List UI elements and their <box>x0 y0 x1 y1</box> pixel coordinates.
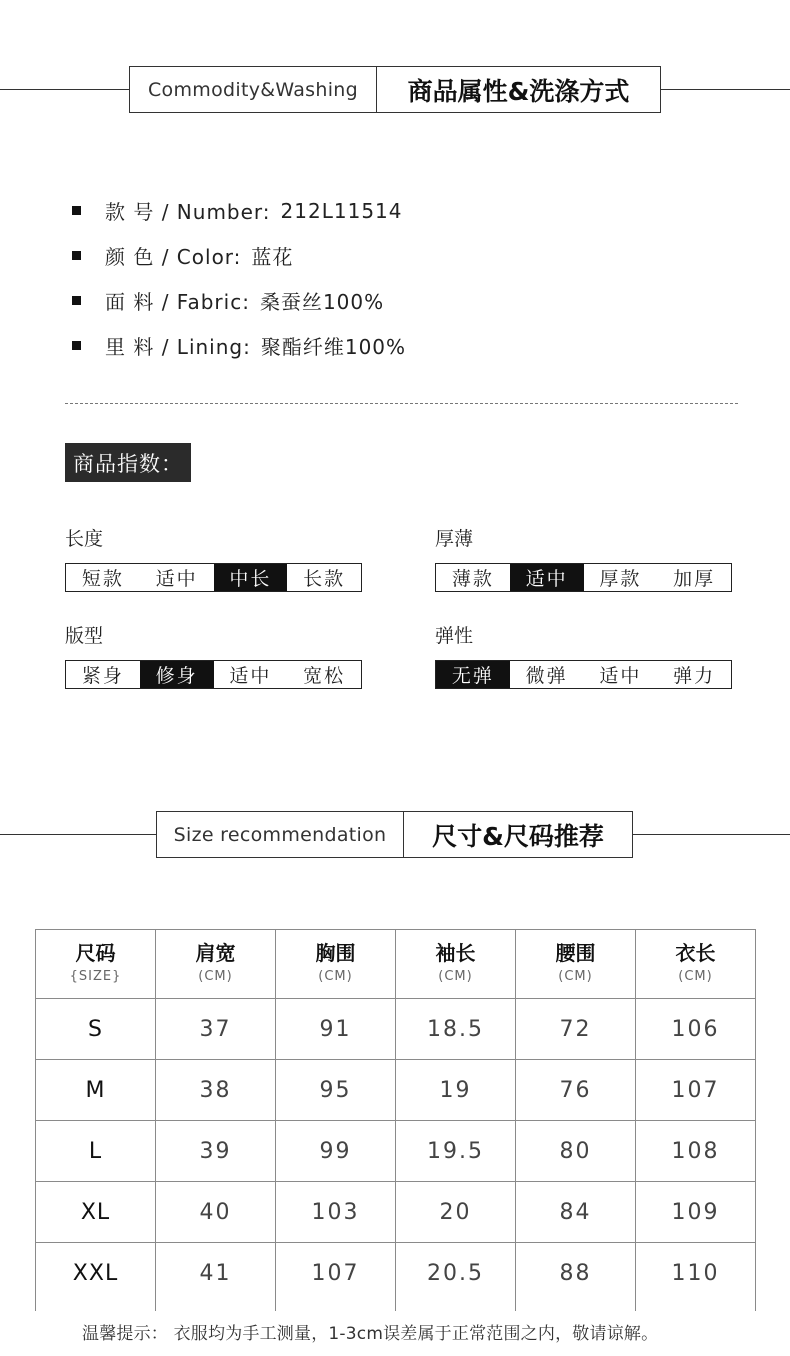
bullet-icon <box>72 296 81 305</box>
value-cell: 107 <box>636 1060 756 1121</box>
index-option: 紧身 <box>81 665 124 687</box>
attr-fabric <box>72 286 384 315</box>
index-option-selected: 修身 <box>140 661 214 688</box>
size-cell: M <box>36 1060 156 1121</box>
value-cell: 110 <box>636 1243 756 1312</box>
attr-number-value: 212L11514 <box>280 198 403 223</box>
header1-line-left <box>0 89 130 90</box>
header-cell <box>156 930 276 999</box>
header-unit: (CM) <box>438 969 473 984</box>
size-table-header <box>36 930 756 999</box>
value-cell: 18.5 <box>396 999 516 1060</box>
index-option: 适中 <box>155 568 198 590</box>
index-option: 弹力 <box>673 665 716 687</box>
bullet-icon <box>72 251 81 260</box>
value-cell: 95 <box>276 1060 396 1121</box>
size-cell: S <box>36 999 156 1060</box>
header-cn: 袖长 <box>435 941 476 965</box>
header-cn: 腰围 <box>555 941 596 965</box>
index-option: 宽松 <box>303 665 346 687</box>
header2-box <box>156 811 633 858</box>
value-cell: 99 <box>276 1121 396 1182</box>
value-cell: 107 <box>276 1243 396 1312</box>
size-cell: L <box>36 1121 156 1182</box>
header-unit: (CM) <box>318 969 353 984</box>
header-cn: 衣长 <box>675 941 716 965</box>
value-cell: 20.5 <box>396 1243 516 1312</box>
value-cell: 38 <box>156 1060 276 1121</box>
header-unit: (CM) <box>678 969 713 984</box>
header2-en-title: Size recommendation <box>157 812 404 857</box>
attr-lining-label: 里 料 / Lining: <box>105 335 251 359</box>
value-cell: 41 <box>156 1243 276 1312</box>
index-title-fit: 版型 <box>65 625 104 647</box>
value-cell: 108 <box>636 1121 756 1182</box>
header-unit: (CM) <box>558 969 593 984</box>
value-cell: 76 <box>516 1060 636 1121</box>
header-cn: 胸围 <box>315 941 356 965</box>
value-cell: 19.5 <box>396 1121 516 1182</box>
header1-box <box>129 66 661 113</box>
index-bar-fit <box>65 660 362 689</box>
attr-fabric-value: 桑蚕丝100% <box>259 290 385 314</box>
index-title-length: 长度 <box>65 528 104 550</box>
attr-number <box>72 196 403 225</box>
index-bar-elasticity <box>435 660 732 689</box>
header2-cn-title: 尺寸&尺码推荐 <box>432 821 604 851</box>
table-row <box>36 1182 756 1243</box>
table-row <box>36 1060 756 1121</box>
table-row <box>36 999 756 1060</box>
bullet-icon <box>72 206 81 215</box>
size-table <box>35 929 756 1311</box>
value-cell: 20 <box>396 1182 516 1243</box>
header-cell <box>276 930 396 999</box>
header-cell <box>516 930 636 999</box>
value-cell: 40 <box>156 1182 276 1243</box>
size-cell: XXL <box>36 1243 156 1312</box>
header-cell <box>36 930 156 999</box>
header-cell <box>396 930 516 999</box>
index-tag: 商品指数： <box>65 443 191 482</box>
attr-lining <box>72 331 406 360</box>
index-bar-thickness <box>435 563 732 592</box>
header1-en-title: Commodity&Washing <box>130 67 377 112</box>
value-cell: 39 <box>156 1121 276 1182</box>
attr-color-value: 蓝花 <box>251 245 294 269</box>
value-cell: 84 <box>516 1182 636 1243</box>
table-row <box>36 1243 756 1312</box>
size-cell: XL <box>36 1182 156 1243</box>
index-option: 适中 <box>229 665 272 687</box>
table-row <box>36 1121 756 1182</box>
index-option: 短款 <box>81 568 124 590</box>
dashed-divider <box>65 403 738 404</box>
index-option-selected: 无弹 <box>436 661 510 688</box>
index-title-elasticity: 弹性 <box>435 625 474 647</box>
index-option: 微弹 <box>525 665 568 687</box>
attr-lining-value: 聚酯纤维100% <box>260 335 407 359</box>
index-option-selected: 中长 <box>214 564 288 591</box>
header1-cn-title: 商品属性&洗涤方式 <box>407 76 630 106</box>
index-title-thickness: 厚薄 <box>435 528 474 550</box>
value-cell: 72 <box>516 999 636 1060</box>
bullet-icon <box>72 341 81 350</box>
index-option: 加厚 <box>673 568 716 590</box>
measurement-note: 温馨提示： 衣服均为手工测量，1-3cm误差属于正常范围之内，敬请谅解。 <box>82 1324 659 1344</box>
attr-fabric-label: 面 料 / Fabric: <box>105 290 250 314</box>
value-cell: 37 <box>156 999 276 1060</box>
header-unit: {SIZE} <box>69 969 122 984</box>
header-unit: (CM) <box>198 969 233 984</box>
header2-line-right <box>632 834 790 835</box>
value-cell: 109 <box>636 1182 756 1243</box>
value-cell: 106 <box>636 999 756 1060</box>
attr-color-label: 颜 色 / Color: <box>105 245 242 269</box>
index-option: 薄款 <box>451 568 494 590</box>
value-cell: 88 <box>516 1243 636 1312</box>
index-bar-length <box>65 563 362 592</box>
value-cell: 19 <box>396 1060 516 1121</box>
header-cn: 肩宽 <box>195 941 236 965</box>
index-option: 厚款 <box>599 568 642 590</box>
header-cn: 尺码 <box>75 941 116 965</box>
header1-line-right <box>660 89 790 90</box>
value-cell: 103 <box>276 1182 396 1243</box>
index-option: 长款 <box>303 568 346 590</box>
value-cell: 91 <box>276 999 396 1060</box>
attr-number-label: 款 号 / Number: <box>105 200 271 224</box>
header2-line-left <box>0 834 157 835</box>
index-option: 适中 <box>599 665 642 687</box>
attr-color <box>72 241 293 270</box>
index-option-selected: 适中 <box>510 564 584 591</box>
header-cell <box>636 930 756 999</box>
value-cell: 80 <box>516 1121 636 1182</box>
